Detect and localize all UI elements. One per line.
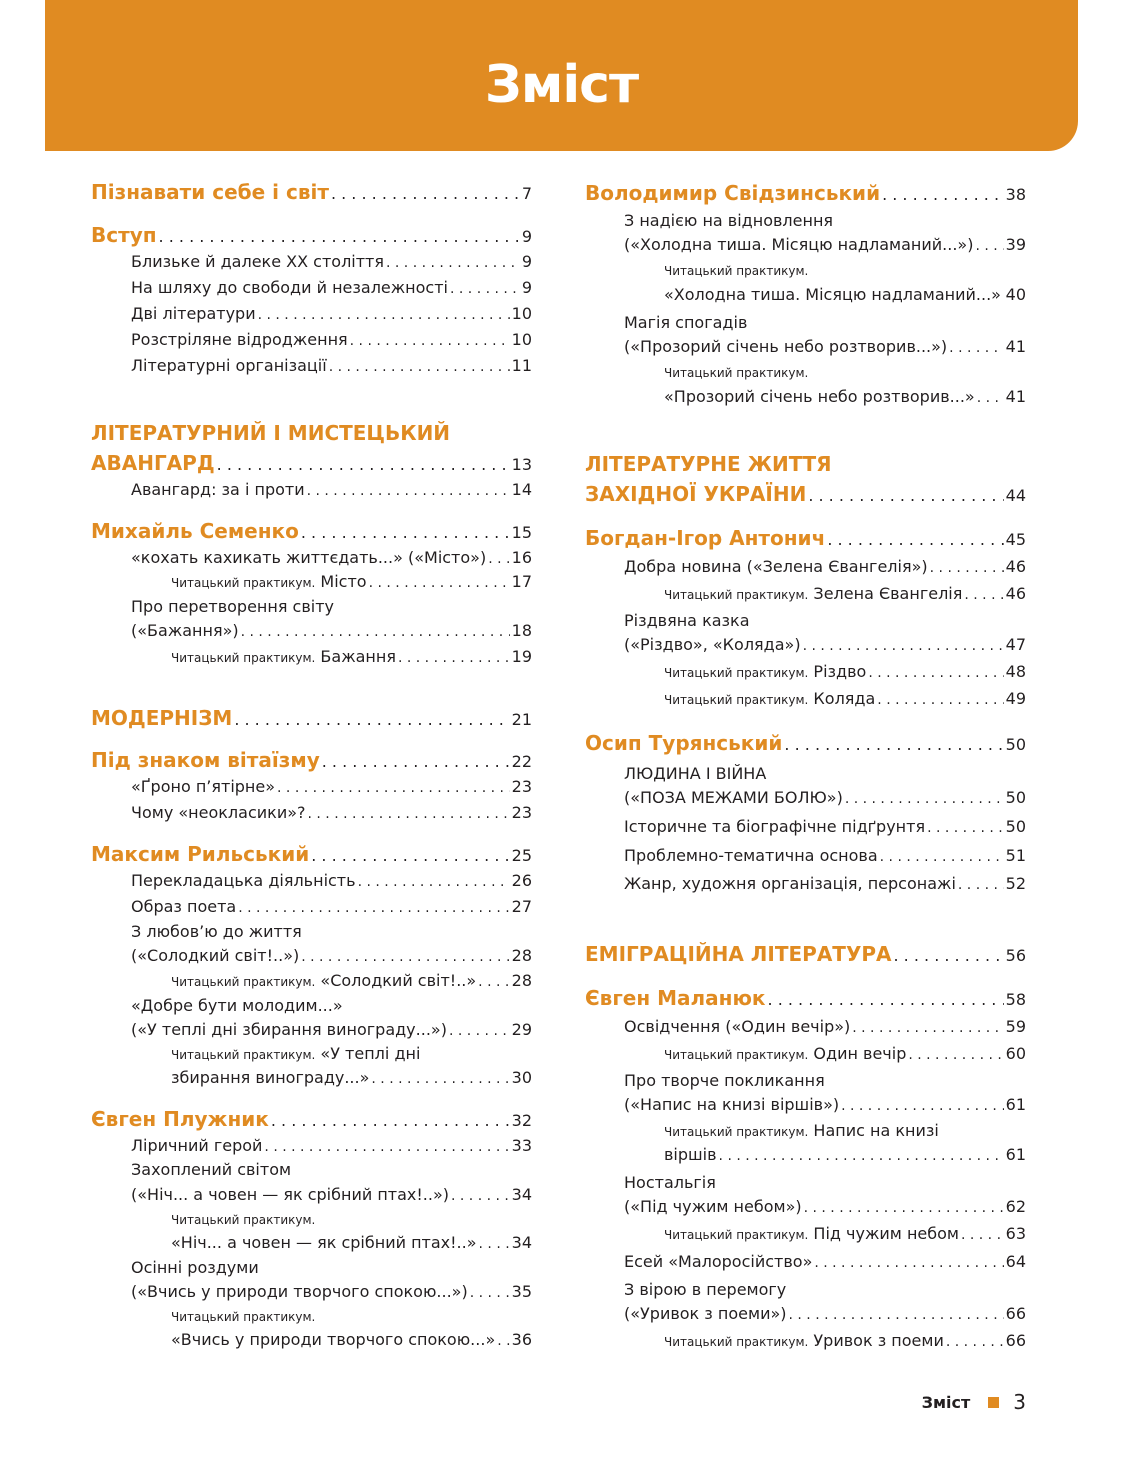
toc-entry[interactable]: («Холодна тиша. Місяцю надламаний...») . . . 39: [624, 233, 1026, 258]
toc-entry[interactable]: Читацький практикум. Коляда . . . 49: [664, 687, 1026, 712]
toc-entry[interactable]: «Вчись у природи творчого спокою...» . . . 36: [171, 1328, 532, 1353]
toc-entry[interactable]: Літературні організації . . . 11: [131, 354, 532, 379]
toc-entry[interactable]: Читацький практикум. Уривок з поеми . . . 66: [664, 1329, 1026, 1354]
toc-entry[interactable]: Ліричний герой . . . 33: [131, 1134, 532, 1159]
toc-entry[interactable]: Євген Маланюк . . . 58: [585, 986, 1026, 1012]
toc-entry[interactable]: Читацький практикум. Під чужим небом . . . 63: [664, 1222, 1026, 1247]
toc-entry[interactable]: Есей «Малоросійство» . . . 64: [624, 1250, 1026, 1275]
toc-entry[interactable]: («Напис на книзі віршів») . . . 61: [624, 1093, 1026, 1118]
toc-entry[interactable]: Під знаком вітаїзму . . . 22: [91, 748, 532, 774]
toc-line: Про перетворення світу: [131, 597, 334, 616]
toc-entry[interactable]: Проблемно-тематична основа . . . 51: [624, 844, 1026, 869]
toc-entry[interactable]: «Прозорий січень небо розтворив...» . . . 41: [664, 385, 1026, 410]
toc-entry[interactable]: («ПОЗА МЕЖАМИ БОЛЮ») . . . 50: [624, 786, 1026, 811]
toc-entry[interactable]: ЗАХІДНОЇ УКРАЇНИ . . . 44: [585, 482, 1026, 508]
toc-line: Читацький практикум. Напис на книзі: [664, 1121, 939, 1140]
toc-entry[interactable]: Володимир Свідзинський . . . 38: [585, 181, 1026, 207]
toc-line: ЛЮДИНА І ВІЙНА: [624, 764, 767, 783]
page-number: 3: [1013, 1390, 1026, 1414]
toc-entry[interactable]: («Бажання») . . . 18: [131, 619, 532, 644]
toc-entry[interactable]: Дві літератури . . . 10: [131, 302, 532, 327]
toc-entry[interactable]: Історичне та біографічне підґрунтя . . . 50: [624, 815, 1026, 840]
toc-line: Осінні роздуми: [131, 1258, 259, 1277]
toc-line: «Добре бути молодим...»: [131, 996, 343, 1015]
toc-entry[interactable]: («Ніч... а човен — як срібний птах!..») . . . 34: [131, 1183, 532, 1208]
toc-entry[interactable]: («Прозорий січень небо розтворив...») . . . 41: [624, 335, 1026, 360]
toc-line: Читацький практикум.: [171, 1213, 316, 1227]
toc-line: Різдвяна казка: [624, 611, 750, 630]
toc-line: Захоплений світом: [131, 1160, 292, 1179]
toc-line: Магія спогадів: [624, 313, 748, 332]
toc-line: Читацький практикум. «У теплі дні: [171, 1044, 421, 1063]
toc-entry[interactable]: Близьке й далеке ХХ століття . . . 9: [131, 250, 532, 275]
toc-entry[interactable]: Читацький практикум. Місто . . . 17: [171, 570, 532, 595]
toc-entry[interactable]: Богдан-Ігор Антонич . . . 45: [585, 526, 1026, 552]
toc-line: З вірою в перемогу: [624, 1280, 787, 1299]
toc-entry[interactable]: На шляху до свободи й незалежності . . . 9: [131, 276, 532, 301]
toc-line: Про творче покликання: [624, 1071, 825, 1090]
toc-section-heading: ЛІТЕРАТУРНЕ ЖИТТЯ: [585, 452, 832, 476]
toc-line: З любов’ю до життя: [131, 922, 302, 941]
toc-entry[interactable]: («Солодкий світ!..») . . . 28: [131, 944, 532, 969]
toc-entry[interactable]: Максим Рильський . . . 25: [91, 842, 532, 868]
toc-entry[interactable]: ЕМІГРАЦІЙНА ЛІТЕРАТУРА . . . 56: [585, 942, 1026, 968]
toc-entry[interactable]: Читацький практикум. Один вечір . . . 60: [664, 1042, 1026, 1067]
toc-entry[interactable]: «Ніч... а човен — як срібний птах!..» . . . 34: [171, 1231, 532, 1256]
toc-entry[interactable]: збирання винограду...» . . . 30: [171, 1066, 532, 1091]
toc-entry[interactable]: Читацький практикум. «Солодкий світ!..» . . . 28: [171, 969, 532, 994]
toc-entry[interactable]: Осип Турянський . . . 50: [585, 731, 1026, 757]
page-footer: [922, 1390, 1026, 1414]
toc-entry[interactable]: («Різдво», «Коляда») . . . 47: [624, 633, 1026, 658]
toc-line: Читацький практикум.: [664, 366, 809, 380]
toc-entry[interactable]: Добра новина («Зелена Євангелія») . . . 46: [624, 555, 1026, 580]
toc-entry[interactable]: Пізнавати себе і світ . . . 7: [91, 180, 532, 206]
toc-entry[interactable]: («Під чужим небом») . . . 62: [624, 1195, 1026, 1220]
toc-entry[interactable]: Вступ . . . 9: [91, 223, 532, 249]
toc-entry[interactable]: Розстріляне відродження . . . 10: [131, 328, 532, 353]
toc-entry[interactable]: Читацький практикум. Зелена Євангелія . . . 46: [664, 582, 1026, 607]
toc-line: З надією на відновлення: [624, 211, 834, 230]
toc-entry[interactable]: Перекладацька діяльність . . . 26: [131, 869, 532, 894]
toc-entry[interactable]: Авангард: за і проти . . . 14: [131, 478, 532, 503]
footer-square-icon: [988, 1397, 999, 1408]
toc-entry[interactable]: «Ґроно п’ятірне» . . . 23: [131, 775, 532, 800]
toc-entry[interactable]: Чому «неокласики»? . . . 23: [131, 801, 532, 826]
toc-entry[interactable]: Читацький практикум. Різдво . . . 48: [664, 660, 1026, 685]
toc-entry[interactable]: («У теплі дні збирання винограду...») . . . 29: [131, 1018, 532, 1043]
toc-entry[interactable]: АВАНГАРД . . . 13: [91, 451, 532, 477]
toc-entry[interactable]: («Уривок з поеми») . . . 66: [624, 1302, 1026, 1327]
toc-entry[interactable]: Євген Плужник . . . 32: [91, 1107, 532, 1133]
toc-entry[interactable]: Освідчення («Один вечір») . . . 59: [624, 1015, 1026, 1040]
toc-line: Читацький практикум.: [171, 1310, 316, 1324]
toc-entry[interactable]: («Вчись у природи творчого спокою...») . . . 35: [131, 1280, 532, 1305]
toc-section-heading: ЛІТЕРАТУРНИЙ І МИСТЕЦЬКИЙ: [91, 421, 451, 445]
toc-entry[interactable]: «Холодна тиша. Місяцю надламаний...» . . . 40: [664, 283, 1026, 308]
toc-entry[interactable]: віршів . . . 61: [664, 1143, 1026, 1168]
page-title: Зміст: [484, 55, 639, 115]
toc-entry[interactable]: Михайль Семенко . . . 15: [91, 519, 532, 545]
toc-entry[interactable]: МОДЕРНІЗМ . . . 21: [91, 706, 532, 732]
footer-label: Зміст: [921, 1392, 971, 1412]
toc-entry[interactable]: Жанр, художня організація, персонажі . . . 52: [624, 872, 1026, 897]
toc-line: Читацький практикум.: [664, 264, 809, 278]
toc-entry[interactable]: Образ поета . . . 27: [131, 895, 532, 920]
toc-entry[interactable]: Читацький практикум. Бажання . . . 19: [171, 645, 532, 670]
toc-line: Ностальгія: [624, 1173, 716, 1192]
header-banner: [45, 0, 1078, 151]
toc-entry[interactable]: «кохать кахикать життєдать...» («Місто») . . . 16: [131, 546, 532, 571]
